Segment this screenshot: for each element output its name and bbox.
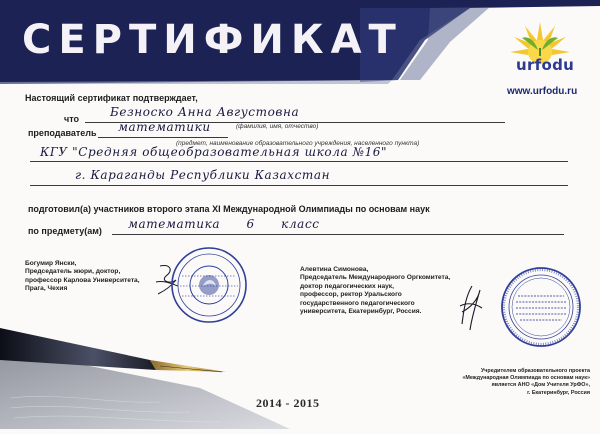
left-stamp: [170, 246, 248, 324]
subject-list-value: математика 6 класс: [128, 217, 320, 231]
subject-underline: [98, 137, 228, 138]
right-signatory-line: доктор педагогических наук,: [300, 282, 394, 290]
founder-line: является АНО «Дом Учителя УрФО»,: [491, 382, 590, 389]
certificate-title: СЕРТИФИКАТ: [22, 17, 403, 63]
left-signatory-line: Председатель жюри, доктор,: [25, 268, 121, 276]
prepared-label: подготовил(а) участников второго этапа XI Международной Олимпиады по основам наук: [28, 204, 430, 214]
founder-note: [430, 368, 590, 397]
right-signatory-line: Председатель Международного Оргкомитета,: [300, 274, 451, 282]
institution-line-1: КГУ "Средняя общеобразовательная школа №16": [40, 145, 388, 159]
founder-line: г. Екатеринбург, Россия: [527, 389, 590, 396]
subject-value: математики: [118, 120, 211, 134]
institution-underline-1: [30, 161, 568, 162]
left-signatory-line: Прага, Чехия: [25, 285, 68, 293]
subject-list-label: по предмету(ам): [28, 226, 102, 236]
left-signatory-line: профессор Карлова Университета,: [25, 276, 140, 284]
left-signatory-line: Богумир Янски,: [25, 260, 77, 267]
founder-line: Учредителем образовательного проекта: [480, 368, 590, 374]
subject-list-underline: [112, 234, 564, 235]
pen-graphic: [0, 318, 290, 429]
that-label: что: [64, 114, 80, 124]
right-signatory-line: Алевтина Симонова,: [300, 266, 369, 273]
right-stamp: [500, 266, 582, 348]
left-signatory: [25, 260, 140, 294]
institution-underline-2: [30, 185, 568, 186]
years-label: 2014 - 2015: [256, 396, 320, 410]
founder-line: «Международная Олимпиада по основам наук»: [462, 375, 590, 382]
name-hint: (фамилия, имя, отчество): [236, 123, 319, 130]
right-signatory-line: государственного педагогического: [300, 299, 415, 307]
institution-hint: (предмет, наименование образовательного учреждения, населенного пункта): [176, 140, 420, 147]
right-signature: [452, 282, 488, 334]
logo-text: urfodu: [516, 56, 575, 74]
website-link[interactable]: www.urfodu.ru: [507, 86, 578, 97]
right-signatory: [300, 266, 450, 316]
name-value: Безноско Анна Августовна: [110, 105, 300, 119]
institution-line-2: г. Караганды Республики Казахстан: [75, 168, 331, 182]
right-signatory-line: профессор, ректор Уральского: [300, 291, 402, 299]
teacher-label: преподаватель: [28, 128, 97, 138]
confirm-label: Настоящий сертификат подтверждает,: [25, 93, 198, 103]
right-signatory-line: университета, Екатеринбург, Россия.: [300, 308, 422, 316]
